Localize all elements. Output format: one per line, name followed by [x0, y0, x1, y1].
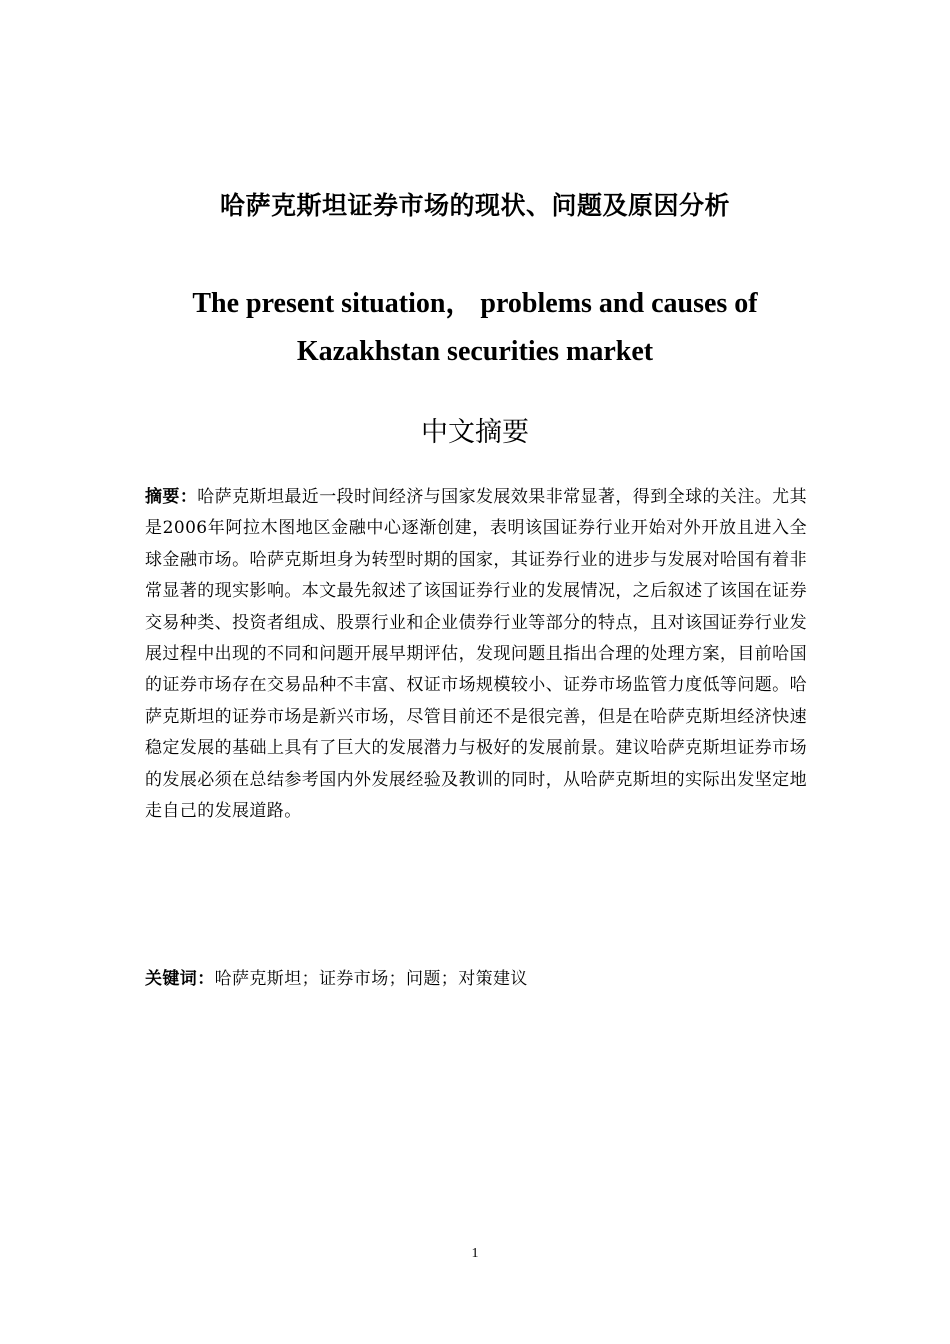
abstract-label: 摘要： [145, 487, 198, 507]
abstract-paragraph [145, 482, 807, 827]
page-number: 1 [471, 1246, 479, 1261]
abstract-heading: 中文摘要 [421, 417, 529, 448]
keywords-text: 哈萨克斯坦；证券市场；问题；对策建议 [214, 969, 528, 989]
english-title-line-1: The present situation， problems and causes of [192, 288, 758, 319]
chinese-title: 哈萨克斯坦证券市场的现状、问题及原因分析 [219, 191, 730, 220]
keywords-line [145, 964, 807, 995]
english-title [150, 280, 800, 376]
english-title-line-2: Kazakhstan securities market [296, 336, 654, 367]
keywords-label: 关键词： [145, 969, 215, 989]
abstract-text: 哈萨克斯坦最近一段时间经济与国家发展效果非常显著，得到全球的关注。尤其是2006年阿拉木图地区金融中心逐渐创建，表明该国证券行业开始对外开放且进入全球金融市场。哈萨克斯坦身为转型时期的国家，其证券行业的进步与发展对哈国有着非常显著的现实影响。本文最先叙述了该国证券行业的发展情况，之后叙述了该国在证券交易种类、投资者组成、股票行业和企业债券行业等部分的特点，且对该国证券行业发展过程中出现的不同和问题开展早期评估，发现问题且指出合理的处理方案，目前哈国的证券市场存在交易品种不丰富、权证市场规模较小、证券市场监管力度低等问题。哈萨克斯坦的证券市场是新兴市场，尽管目前还不是很完善，但是在哈萨克斯坦经济快速稳定发展的基础上具有了巨大的发展潜力与极好的发展前景。建议哈萨克斯坦证券市场的发展必须在总结参考国内外发展经验及教训的同时，从哈萨克斯坦的实际出发坚定地走自己的发展道路。 [145, 487, 807, 822]
